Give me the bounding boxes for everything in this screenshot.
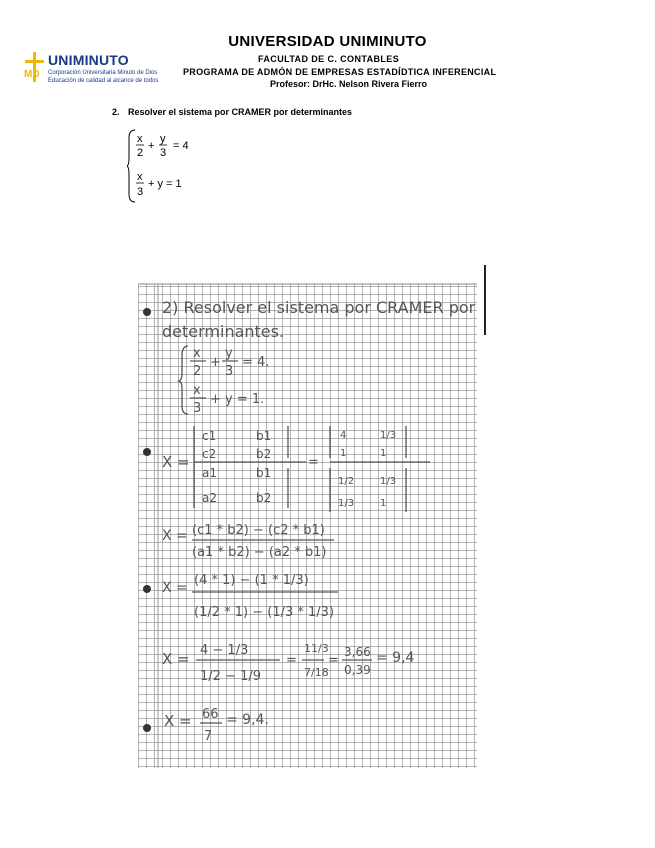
eq1-y-den: 3 <box>160 147 167 159</box>
svg-text:=: = <box>328 653 339 668</box>
hw-det-a1: a1 <box>202 466 217 480</box>
hw-det-c2: c2 <box>202 447 217 461</box>
hw-subst-den: (1/2 * 1) − (1/3 * 1/3) <box>194 605 335 620</box>
binder-hole-1 <box>143 308 151 316</box>
logo-wordmark: UNIMINUTO <box>48 52 129 68</box>
eq1-plus: + <box>148 140 155 152</box>
eq2-rest: + y = 1 <box>148 178 182 190</box>
eq1-x-den: 2 <box>137 147 144 159</box>
hw-step3-num: 4 − 1/3 <box>200 643 249 658</box>
hw-det-r1c2: 1/3 <box>380 430 397 441</box>
hw-eq2-d1: 3 <box>193 401 202 416</box>
hw-formula-num: (c1 * b2) − (c2 * b1) <box>192 523 325 538</box>
hw-step3-label: X = <box>162 650 190 668</box>
hw-final-result: = 9,4. <box>226 712 269 728</box>
svg-text:=: = <box>308 455 319 470</box>
eq1-x-num: x <box>137 133 143 145</box>
program-line: PROGRAMA DE ADMÓN DE EMPRESAS ESTADÍDTICA INFERENCIAL <box>183 67 497 77</box>
hw-final-num: 66 <box>202 707 219 722</box>
hw-step3-result: = 9,4 <box>376 650 415 666</box>
hw-det-r4c2: 1 <box>380 498 387 509</box>
hw-heading-line1: 2) Resolver el sistema por CRAMER por <box>162 298 476 317</box>
hw-subst-num: (4 * 1) − (1 * 1/3) <box>194 573 309 588</box>
exercise-statement <box>112 107 352 117</box>
hw-eq2-n1: x <box>193 383 201 398</box>
logo-tagline: Corporación Universitaria Minuto de Dios <box>48 70 158 76</box>
hw-eq1-n1: x <box>193 346 201 361</box>
hw-det-r2c2: 1 <box>380 448 387 459</box>
hw-step3-eq: = <box>286 653 297 668</box>
hw-final-label: X = <box>164 712 192 730</box>
hw-det-c1: c1 <box>202 429 217 443</box>
hw-det-r4c1: 1/3 <box>338 498 355 509</box>
uniminuto-logo-icon <box>22 52 48 82</box>
hw-eq1-rhs: = 4. <box>242 355 270 370</box>
svg-text:+: + <box>210 355 221 370</box>
exercise-number: 2. <box>112 107 120 117</box>
hw-formula-den: (a1 * b2) − (a2 * b1) <box>192 545 327 560</box>
hw-eq1-n2: y <box>225 346 233 361</box>
eq2-x-den: 3 <box>137 186 144 198</box>
binder-hole-3 <box>143 585 151 593</box>
hw-step3-den: 1/2 − 1/9 <box>200 669 262 684</box>
handwritten-solution <box>138 262 483 768</box>
hw-det-b1: b1 <box>256 429 272 443</box>
binder-hole-4 <box>143 724 151 732</box>
binder-hole-2 <box>143 448 151 456</box>
hw-det-r3c2: 1/3 <box>380 476 397 487</box>
hw-det-a2: a2 <box>202 491 217 505</box>
eq2-x-num: x <box>137 171 143 183</box>
hw-subst-label: X = <box>162 580 188 596</box>
hw-det-r2c1: 1 <box>340 448 347 459</box>
hw-eq1-d1: 2 <box>193 364 202 379</box>
hw-eq2-rest: + y = 1. <box>210 392 265 407</box>
hw-step3-frac-den: 7/18 <box>304 666 329 679</box>
paper-edge <box>484 265 486 335</box>
hw-step3-frac-num: 11/3 <box>304 642 329 655</box>
hw-det-b2: b2 <box>256 447 272 461</box>
hw-det-b1-low: b1 <box>256 466 272 480</box>
exercise-text: Resolver el sistema por CRAMER por determinantes <box>128 107 353 117</box>
hw-heading-line2: determinantes. <box>162 322 285 341</box>
hw-step3-dec-num: 3,66 <box>344 645 371 659</box>
equation-system <box>127 128 217 204</box>
svg-text:MD: MD <box>24 69 40 80</box>
eq1-rhs: = 4 <box>173 140 189 152</box>
professor-line: Profesor: DrHc. Nelson Rivera Fierro <box>270 79 428 89</box>
faculty-line: FACULTAD DE C. CONTABLES <box>258 54 400 64</box>
eq1-y-num: y <box>160 133 166 145</box>
logo-slogan: Educación de calidad al alcance de todos <box>48 78 159 84</box>
hw-step3-dec-den: 0,39 <box>344 663 371 677</box>
hw-det-r3c1: 1/2 <box>338 476 355 487</box>
university-logo <box>22 48 162 94</box>
hw-det-r1c1: 4 <box>340 430 347 441</box>
hw-det-b2-low: b2 <box>256 491 272 505</box>
hw-formula-label: X = <box>162 528 188 544</box>
university-title: UNIVERSIDAD UNIMINUTO <box>228 33 427 50</box>
hw-eq1-d2: 3 <box>225 364 234 379</box>
hw-final-den: 7 <box>204 729 213 744</box>
hw-det-label: X = <box>162 453 190 471</box>
